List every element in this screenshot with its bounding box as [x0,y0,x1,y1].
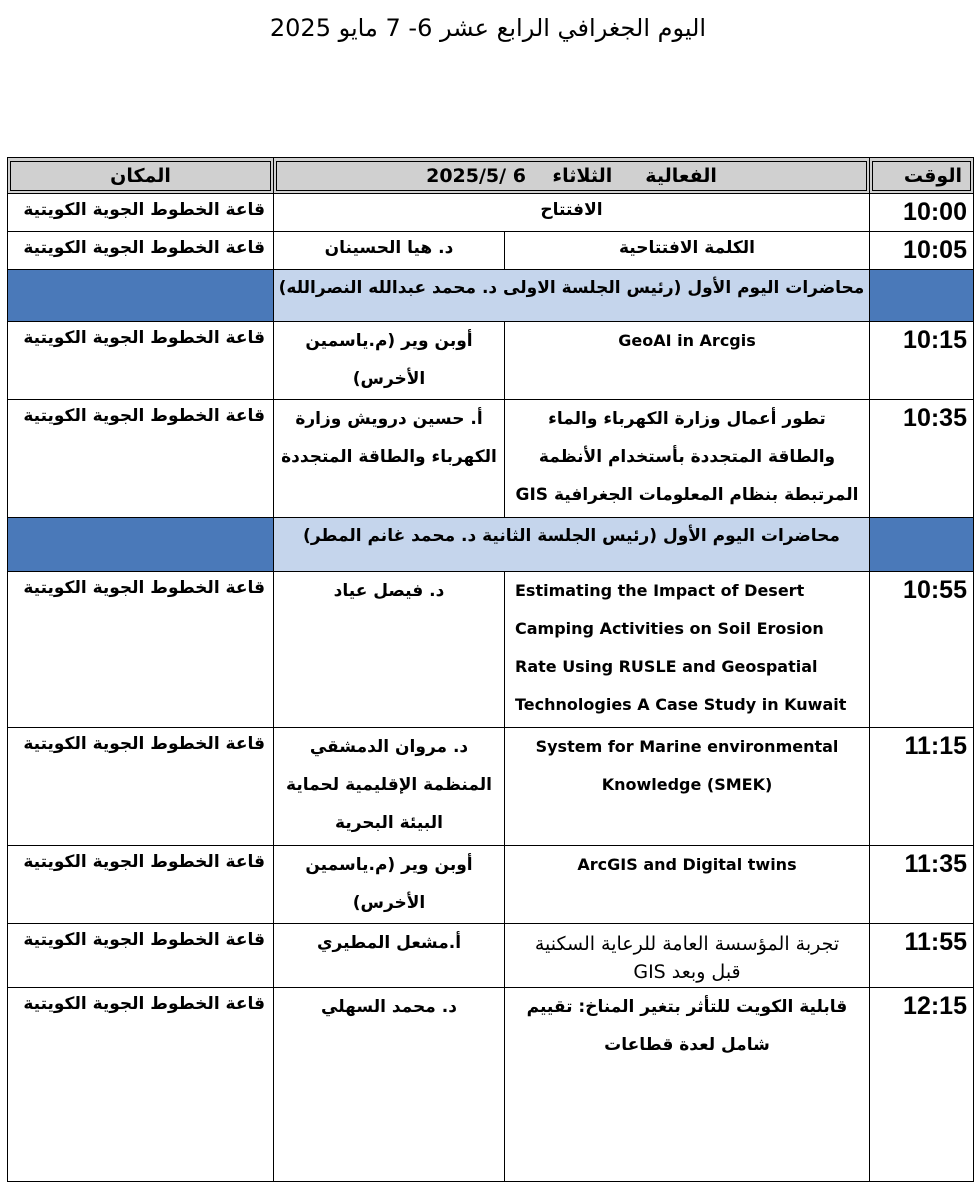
place-cell: قاعة الخطوط الجوية الكويتية [8,572,274,728]
topic-cell: ArcGIS and Digital twins [505,846,870,924]
table-row [8,728,974,846]
session-row [8,518,974,572]
topic-cell: تطور أعمال وزارة الكهرباء والماء والطاقة المتجددة بأستخدام الأنظمة المرتبطة بنظام المعلومات الجغرافية GIS [505,400,870,518]
session-title: محاضرات اليوم الأول (رئيس الجلسة الاولى د. محمد عبدالله النصرالله) [274,270,870,322]
topic-cell: تجربة المؤسسة العامة للرعاية السكنية قبل وبعد GIS [505,924,870,988]
speaker-cell: د. مروان الدمشقي المنظمة الإقليمية لحماية البيئة البحرية [274,728,505,846]
session-blank [870,270,974,322]
header-time: الوقت [870,158,974,194]
table-row [8,988,974,1182]
speaker-cell: أ. حسين درويش وزارة الكهرباء والطاقة المتجددة [274,400,505,518]
header-row [8,158,974,194]
header-place: المكان [8,158,274,194]
page-title: اليوم الجغرافي الرابع عشر 6- 7 مايو 2025 [269,14,707,42]
place-cell: قاعة الخطوط الجوية الكويتية [8,400,274,518]
topic-cell: قابلية الكويت للتأثر بتغير المناخ: تقييم شامل لعدة قطاعات [505,988,870,1182]
time-cell: 11:55 [870,924,974,988]
header-event: الفعالية الثلاثاء 6 /2025/5 [274,158,870,194]
topic-cell: System for Marine environmental Knowledge (SMEK) [505,728,870,846]
time-cell: 10:15 [870,322,974,400]
place-cell: قاعة الخطوط الجوية الكويتية [8,846,274,924]
speaker-cell: د. هيا الحسينان [274,232,505,270]
topic-cell: الكلمة الافتتاحية [505,232,870,270]
table-row [8,232,974,270]
time-cell: 10:55 [870,572,974,728]
time-cell: 11:15 [870,728,974,846]
session-title: محاضرات اليوم الأول (رئيس الجلسة الثانية د. محمد غانم المطر) [274,518,870,572]
place-cell: قاعة الخطوط الجوية الكويتية [8,924,274,988]
session-row [8,270,974,322]
speaker-cell: د. محمد السهلي [274,988,505,1182]
topic-cell: الافتتاح [274,194,870,232]
session-blank [8,270,274,322]
speaker-cell: د. فيصل عياد [274,572,505,728]
speaker-cell: أوبن وير (م.ياسمين الأخرس) [274,846,505,924]
table-row [8,400,974,518]
session-blank [870,518,974,572]
place-cell: قاعة الخطوط الجوية الكويتية [8,232,274,270]
session-blank [8,518,274,572]
time-cell: 10:35 [870,400,974,518]
time-cell: 12:15 [870,988,974,1182]
table-row [8,572,974,728]
table-row [8,322,974,400]
place-cell: قاعة الخطوط الجوية الكويتية [8,728,274,846]
speaker-cell: أ.مشعل المطيري [274,924,505,988]
table-row [8,924,974,988]
speaker-cell: أوبن وير (م.ياسمين الأخرس) [274,322,505,400]
topic-cell: GeoAI in Arcgis [505,322,870,400]
time-cell: 10:05 [870,232,974,270]
table-row [8,194,974,232]
place-cell: قاعة الخطوط الجوية الكويتية [8,988,274,1182]
table-row [8,846,974,924]
topic-cell: Estimating the Impact of Desert Camping Activities on Soil Erosion Rate Using RUSLE and Geospatial Technologies A Case Study in Kuwait [505,572,870,728]
place-cell: قاعة الخطوط الجوية الكويتية [8,322,274,400]
time-cell: 10:00 [870,194,974,232]
place-cell: قاعة الخطوط الجوية الكويتية [8,194,274,232]
time-cell: 11:35 [870,846,974,924]
schedule-table [7,157,974,1182]
